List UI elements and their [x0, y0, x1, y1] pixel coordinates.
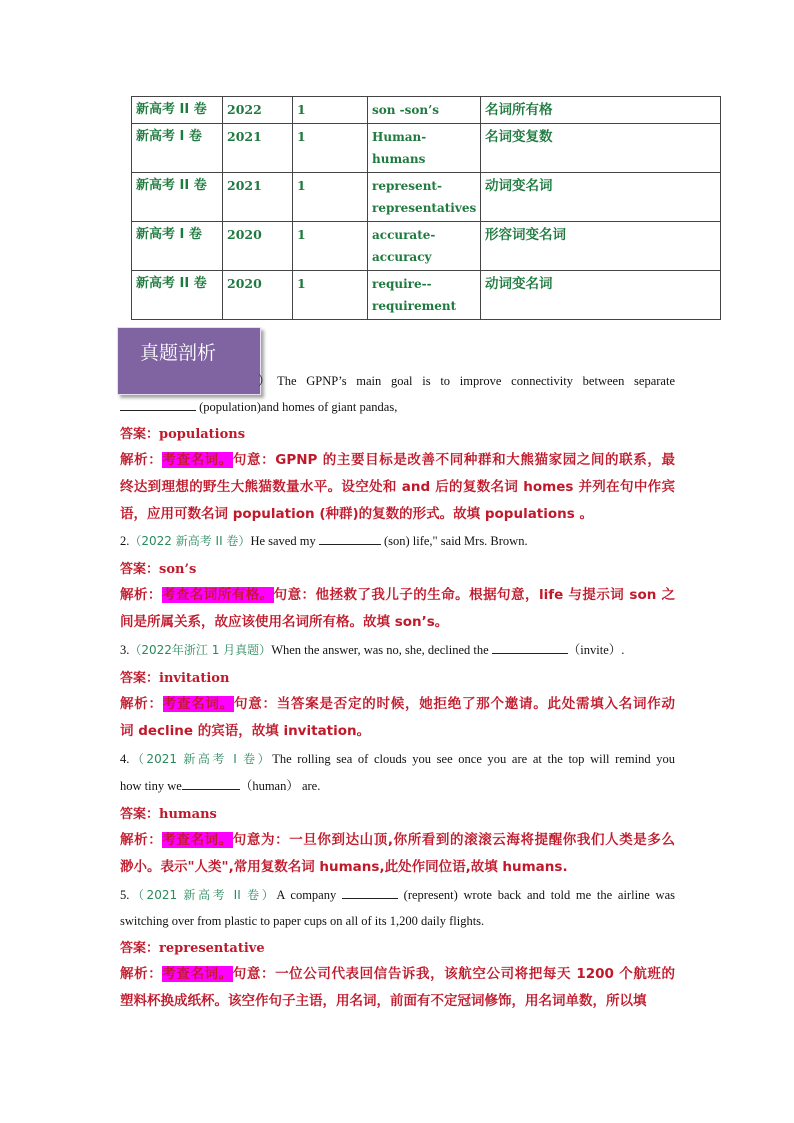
table-cell-c3: 1 [293, 271, 368, 320]
q4-explanation-line1: 解析：考查名词。句意为：一旦你到达山顶,你所看到的滚滚云海将提醒你我们人类是多么 [120, 832, 675, 848]
q5-blank [342, 886, 398, 899]
table-cell-c2: 2021 [223, 124, 293, 173]
table-cell-c1: 新高考 II 卷 [132, 97, 223, 124]
table-row [132, 97, 721, 124]
q5-answer: 答案：representative [120, 941, 265, 956]
q5-text-line1: 5.（2021 新高考 II 卷）A company (represent) wrote back and told me the airline was [120, 888, 675, 902]
q3-explanation-line1: 解析：考查名词。句意：当答案是否定的时候，她拒绝了那个邀请。此处需填入名词作动 [120, 696, 675, 712]
q4-text-line1: 4.（2021 新高考 I 卷）The rolling sea of clouds you see once you are at the top will remind you [120, 752, 675, 766]
q4-highlight-tag: 考查名词。 [162, 832, 233, 848]
q2-answer: 答案：son’s [120, 562, 197, 577]
table-row [132, 173, 721, 222]
table-cell-c3: 1 [293, 173, 368, 222]
q1-blank [120, 398, 196, 411]
q5-text-line2: switching over from plastic to paper cups on all of its 1,200 daily flights. [120, 914, 485, 928]
q3-highlight-tag: 考查名词。 [162, 696, 234, 712]
q3-text: 3.（2022年浙江 1 月真题）When the answer, was no, she, declined the （invite）. [120, 643, 625, 657]
q2-explanation-line1: 解析：考查名词所有格。句意：他拯救了我儿子的生命。根据句意，life 与提示词 son 之 [120, 587, 676, 603]
banner-title: 真题剖析 [140, 342, 217, 364]
table-cell-c3: 1 [293, 124, 368, 173]
q1-explanation-line2: 终达到理想的野生大熊猫数量水平。设空处和 and 后的复数名词 homes 并列在句中作宾 [120, 479, 675, 495]
q3-explanation-line2: 词 decline 的宾语，故填 invitation。 [120, 723, 371, 739]
table-cell-c5: 名词变复数 [481, 124, 721, 173]
q1-answer: 答案：populations [120, 427, 246, 442]
q4-blank [182, 777, 240, 790]
table-cell-c2: 2020 [223, 222, 293, 271]
section-banner [117, 327, 261, 395]
q4-explanation-line2: 渺小。表示"人类",常用复数名词 humans,此处作同位语,故填 humans. [120, 859, 568, 875]
q3-answer: 答案：invitation [120, 671, 230, 686]
q1-text-line1: ）The GPNP’s main goal is to improve connectivity between separate [258, 374, 675, 388]
table-cell-c5: 形容词变名词 [481, 222, 721, 271]
q5-highlight-tag: 考查名词。 [162, 966, 233, 982]
q2-highlight-tag: 考查名词所有格。 [161, 587, 274, 603]
q2-text: 2.（2022 新高考 II 卷）He saved my (son) life," said Mrs. Brown. [120, 534, 528, 548]
table-cell-c4: Human-humans [368, 124, 481, 173]
table-cell-c4: accurate-accuracy [368, 222, 481, 271]
table-cell-c4: require--requirement [368, 271, 481, 320]
table-row [132, 222, 721, 271]
table-cell-c3: 1 [293, 97, 368, 124]
table-cell-c2: 2021 [223, 173, 293, 222]
table-cell-c4: son -son’s [368, 97, 481, 124]
table-cell-c5: 名词所有格 [481, 97, 721, 124]
table-row [132, 271, 721, 320]
q2-blank [319, 532, 381, 545]
q1-text-line2: (population)and homes of giant pandas, [120, 397, 675, 417]
table-cell-c4: represent-representatives [368, 173, 481, 222]
table-cell-c2: 2020 [223, 271, 293, 320]
q1-explanation-line1: 解析：考查名词。句意：GPNP 的主要目标是改善不同种群和大熊猫家园之间的联系，最 [120, 452, 675, 468]
q5-explanation-line2: 塑料杯换成纸杯。该空作句子主语，用名词，前面有不定冠词修饰，用名词单数，所以填 [120, 993, 647, 1009]
table-cell-c2: 2022 [223, 97, 293, 124]
table-cell-c3: 1 [293, 222, 368, 271]
table-cell-c1: 新高考 I 卷 [132, 222, 223, 271]
table-cell-c5: 动词变名词 [481, 173, 721, 222]
q1-highlight-tag: 考查名词。 [162, 452, 233, 468]
q4-text-line2: how tiny we （human） are. [120, 779, 321, 793]
table-row [132, 124, 721, 173]
table-cell-c1: 新高考 II 卷 [132, 271, 223, 320]
q5-explanation-line1: 解析：考查名词。句意：一位公司代表回信告诉我，该航空公司将把每天 1200 个航班的 [120, 966, 676, 982]
q4-answer: 答案：humans [120, 807, 217, 822]
q2-explanation-line2: 间是所属关系，故应该使用名词所有格。故填 son’s。 [120, 614, 449, 630]
table-cell-c1: 新高考 I 卷 [132, 124, 223, 173]
table-cell-c1: 新高考 II 卷 [132, 173, 223, 222]
exam-summary-table [131, 96, 721, 320]
q3-blank [492, 641, 568, 654]
q1-explanation-line3: 语，应用可数名词 population (种群)的复数的形式。故填 populations 。 [120, 506, 594, 522]
table-cell-c5: 动词变名词 [481, 271, 721, 320]
